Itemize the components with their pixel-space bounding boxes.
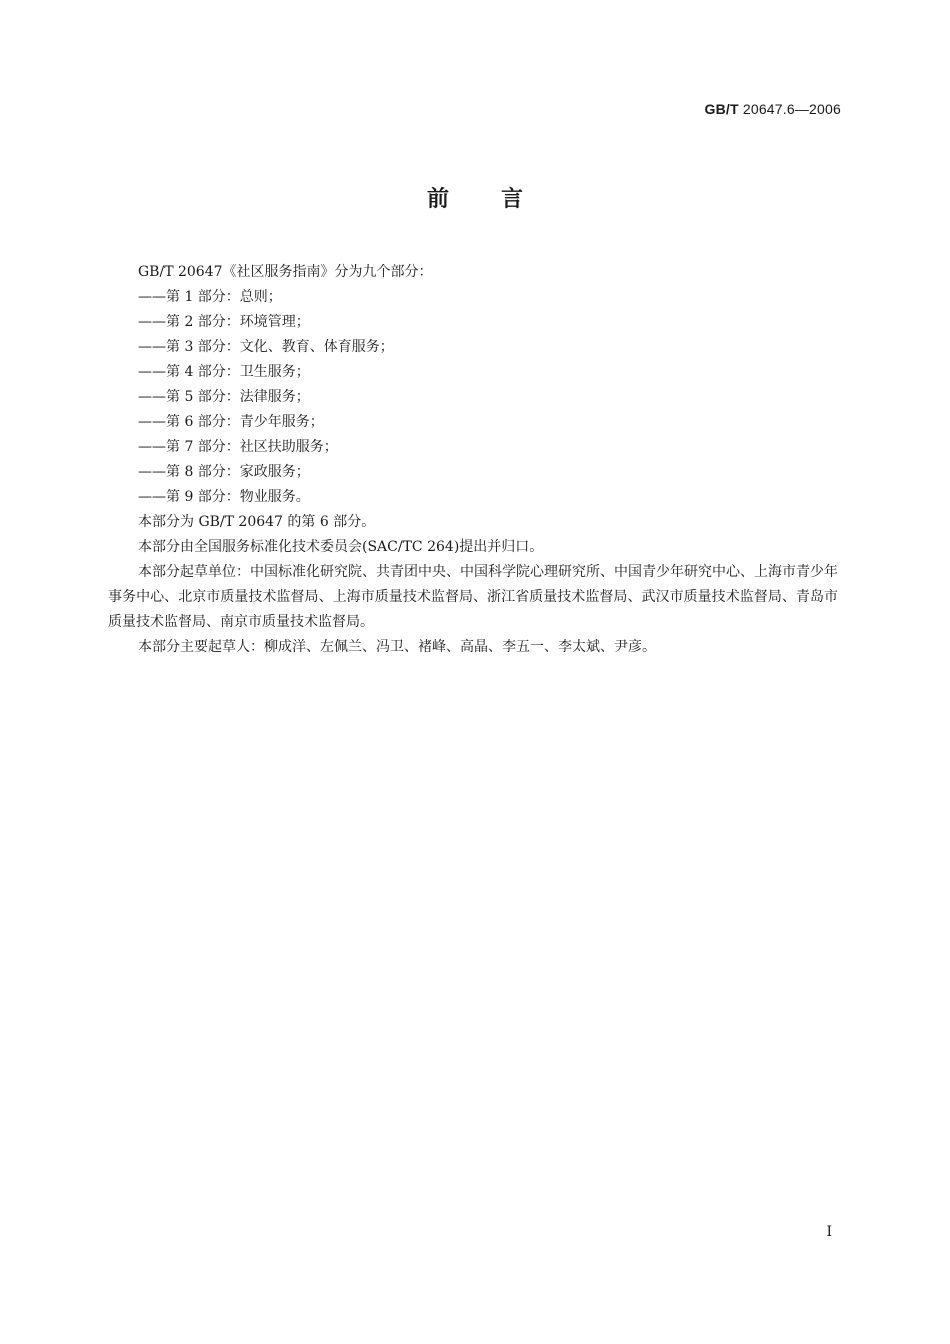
list-item-part-3: ——第 3 部分：文化、教育、体育服务； bbox=[138, 339, 394, 355]
list-item-part-1: ——第 1 部分：总则； bbox=[138, 289, 282, 305]
page-number: I bbox=[826, 1224, 832, 1240]
page-title: 前言 bbox=[426, 187, 575, 212]
paragraph-parts-intro: GB/T 20647《社区服务指南》分为九个部分： bbox=[138, 264, 433, 280]
list-item-part-2: ——第 2 部分：环境管理； bbox=[138, 314, 310, 330]
paragraph-drafting-units: 本部分起草单位：中国标准化研究院、共青团中央、中国科学院心理研究所、中国青少年研究中心、上海市青少年事务中心、北京市质量技术监督局、上海市质量技术监督局、浙江省质量技术监督局、武汉市质量技术监督局、青岛市质量技术监督局、南京市质量技术监督局。 bbox=[108, 564, 838, 630]
list-item-part-9: ——第 9 部分：物业服务。 bbox=[138, 489, 310, 505]
paragraph-this-part: 本部分为 GB/T 20647 的第 6 部分。 bbox=[138, 514, 376, 530]
list-item-part-8: ——第 8 部分：家政服务； bbox=[138, 464, 310, 480]
foreword-body bbox=[108, 260, 838, 660]
standard-number bbox=[705, 101, 842, 117]
paragraph-proposed-by: 本部分由全国服务标准化技术委员会(SAC/TC 264)提出并归口。 bbox=[138, 539, 544, 555]
list-item-part-6: ——第 6 部分：青少年服务； bbox=[138, 414, 324, 430]
list-item-part-5: ——第 5 部分：法律服务； bbox=[138, 389, 310, 405]
standard-prefix: GB/T bbox=[704, 101, 739, 117]
list-item-part-4: ——第 4 部分：卫生服务； bbox=[138, 364, 310, 380]
paragraph-drafters: 本部分主要起草人：柳成洋、左佩兰、冯卫、褚峰、高晶、李五一、李太斌、尹彦。 bbox=[138, 639, 656, 655]
list-item-part-7: ——第 7 部分：社区扶助服务； bbox=[138, 439, 338, 455]
standard-code: 20647.6—2006 bbox=[742, 101, 841, 117]
